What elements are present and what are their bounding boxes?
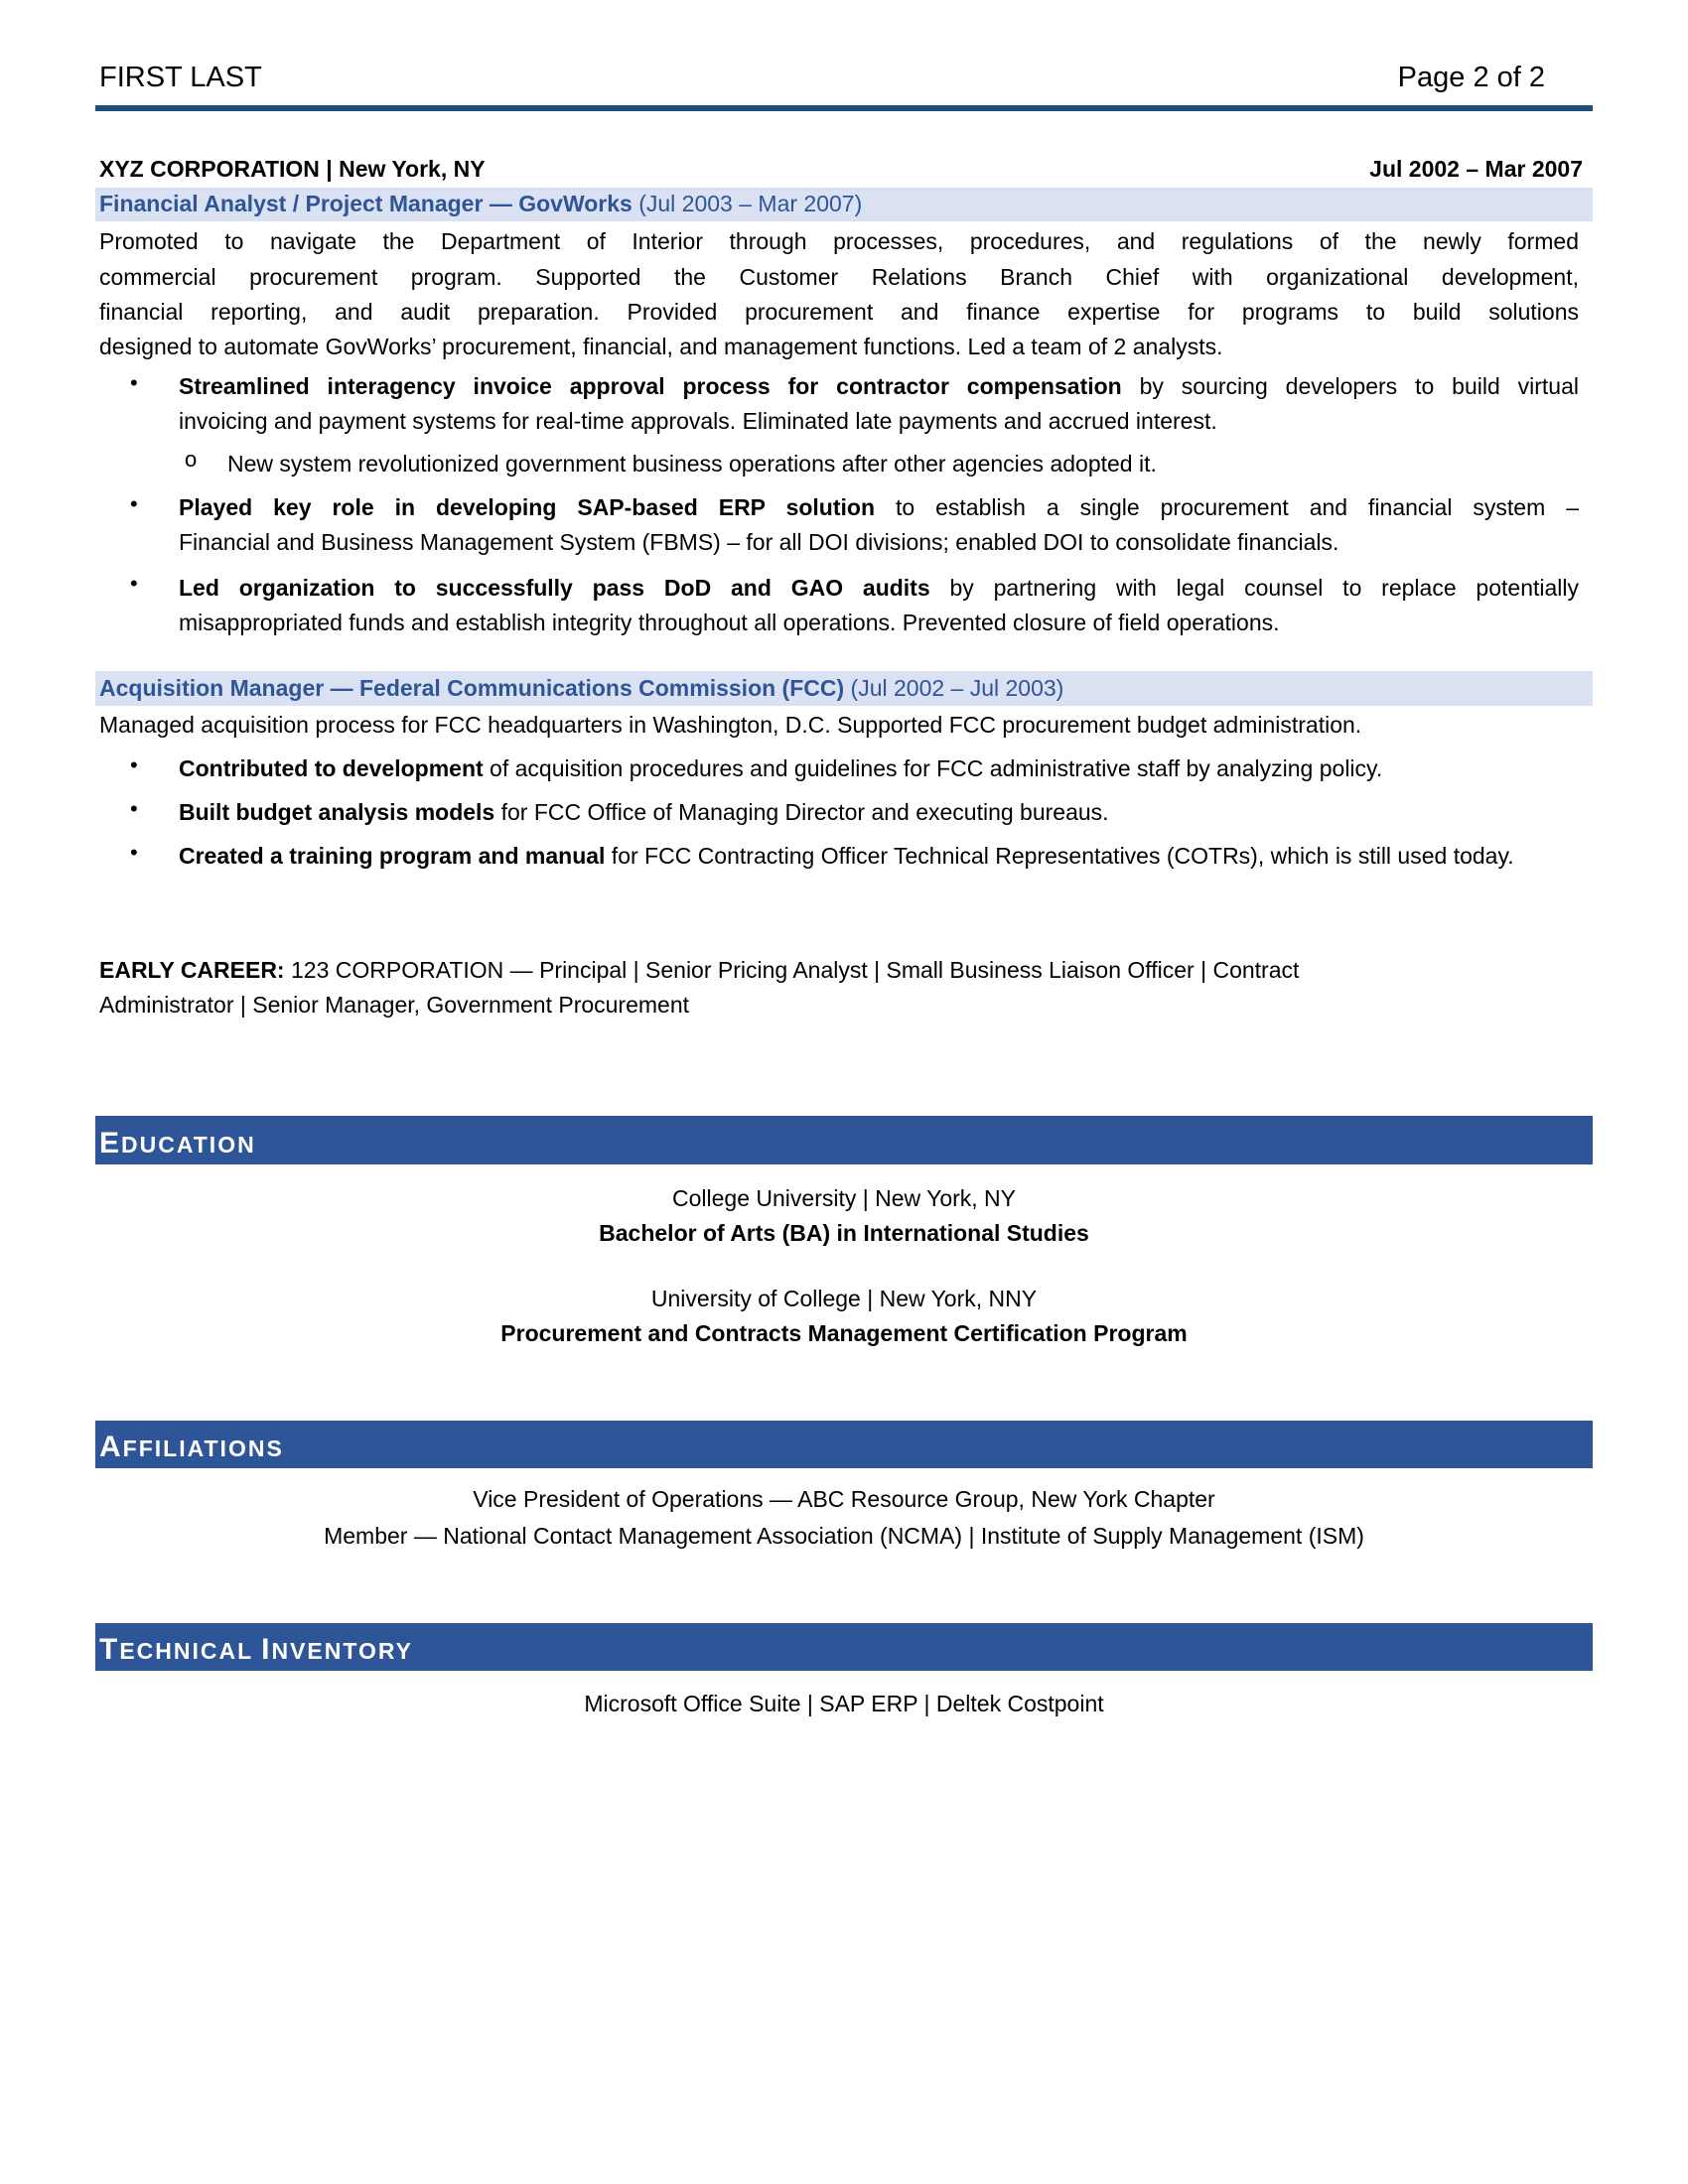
early-career-label: EARLY CAREER: bbox=[99, 957, 285, 983]
bullet-text: by sourcing developers to build virtual bbox=[1121, 373, 1579, 399]
section-title-rest: ECHNICAL bbox=[119, 1638, 262, 1664]
bullet-text: for FCC Office of Managing Director and executing bureaus. bbox=[494, 799, 1109, 825]
bullet-icon: • bbox=[130, 752, 138, 777]
bullet-line bbox=[179, 839, 1514, 874]
section-title-rest: DUCATION bbox=[121, 1132, 256, 1158]
bullet-icon: • bbox=[130, 370, 138, 395]
bullet-icon: • bbox=[130, 840, 138, 865]
technical-inventory-list: Microsoft Office Suite | SAP ERP | Deltek Costpoint bbox=[584, 1691, 1104, 1716]
bullet-icon: • bbox=[130, 796, 138, 821]
bullet-line: Financial and Business Management System (FBMS) – for all DOI divisions; enabled DOI to consolidate financials. bbox=[179, 529, 1339, 555]
bullet-line bbox=[179, 490, 1579, 525]
role-title bbox=[99, 191, 862, 217]
early-career-line: Administrator | Senior Manager, Government Procurement bbox=[99, 992, 690, 1018]
bullet-line: invoicing and payment systems for real-time approvals. Eliminated late payments and accrued interest. bbox=[179, 408, 1217, 434]
education-degree: Procurement and Contracts Management Certification Program bbox=[500, 1320, 1188, 1346]
bullet-bold: Led organization to successfully pass DoD and GAO audits bbox=[179, 575, 930, 601]
bullet-icon: • bbox=[130, 491, 138, 516]
section-title bbox=[99, 1633, 413, 1667]
role-name: Acquisition Manager — Federal Communications Commission (FCC) bbox=[99, 675, 845, 701]
header-name: FIRST LAST bbox=[99, 62, 262, 93]
header-rule bbox=[95, 105, 1593, 111]
education-school: College University | New York, NY bbox=[672, 1185, 1016, 1211]
affiliation-line: Member — National Contact Management Association (NCMA) | Institute of Supply Management (ISM) bbox=[324, 1523, 1364, 1549]
section-header-technical-inventory bbox=[95, 1623, 1593, 1671]
early-career-line bbox=[99, 953, 1299, 988]
bullet-line bbox=[179, 571, 1579, 606]
section-title-initial: A bbox=[99, 1431, 123, 1463]
bullet-icon: • bbox=[130, 571, 138, 596]
section-header-education bbox=[95, 1116, 1593, 1164]
section-title-initial: T bbox=[99, 1633, 120, 1666]
role-summary: Managed acquisition process for FCC headquarters in Washington, D.C. Supported FCC procurement budget administration. bbox=[99, 712, 1362, 738]
section-title-rest: NVENTORY bbox=[271, 1638, 414, 1664]
summary-line: Promoted to navigate the Department of Interior through processes, procedures, and regulations of the newly formed bbox=[99, 228, 1579, 254]
role-dates: (Jul 2002 – Jul 2003) bbox=[850, 675, 1064, 701]
company-name: XYZ CORPORATION | New York, NY bbox=[99, 156, 486, 182]
bullet-text: for FCC Contracting Officer Technical Representatives (COTRs), which is still used today. bbox=[605, 843, 1514, 869]
sub-bullet-icon: o bbox=[185, 447, 198, 472]
bullet-text: of acquisition procedures and guidelines for FCC administrative staff by analyzing policy. bbox=[483, 755, 1383, 781]
role-name: Financial Analyst / Project Manager — GovWorks bbox=[99, 191, 633, 216]
summary-line: designed to automate GovWorks’ procurement, financial, and management functions. Led a team of 2 analysts. bbox=[99, 334, 1223, 359]
bullet-bold: Built budget analysis models bbox=[179, 799, 495, 825]
early-career-text: 123 CORPORATION — Principal | Senior Pricing Analyst | Small Business Liaison Officer | Contract bbox=[284, 957, 1300, 983]
company-dates: Jul 2002 – Mar 2007 bbox=[1369, 156, 1583, 182]
affiliation-line: Vice President of Operations — ABC Resource Group, New York Chapter bbox=[473, 1486, 1215, 1512]
role-dates: (Jul 2003 – Mar 2007) bbox=[638, 191, 863, 216]
education-school: University of College | New York, NNY bbox=[650, 1286, 1038, 1311]
section-title-initial: E bbox=[99, 1127, 122, 1160]
bullet-text: to establish a single procurement and financial system – bbox=[875, 494, 1579, 520]
bullet-bold: Contributed to development bbox=[179, 755, 484, 781]
role-title bbox=[99, 675, 1063, 702]
summary-line: financial reporting, and audit preparation. Provided procurement and finance expertise for programs to build solutions bbox=[99, 299, 1579, 325]
bullet-bold: Created a training program and manual bbox=[179, 843, 606, 869]
bullet-bold: Streamlined interagency invoice approval process for contractor compensation bbox=[179, 373, 1122, 399]
section-title-rest: FFILIATIONS bbox=[122, 1435, 284, 1461]
section-header-affiliations bbox=[95, 1421, 1593, 1468]
bullet-bold: Played key role in developing SAP-based ERP solution bbox=[179, 494, 875, 520]
bullet-text: by partnering with legal counsel to replace potentially bbox=[929, 575, 1579, 601]
section-title bbox=[99, 1127, 256, 1160]
bullet-line: misappropriated funds and establish integrity throughout all operations. Prevented closure of field operations. bbox=[179, 610, 1280, 635]
bullet-line bbox=[179, 751, 1382, 786]
page-number: Page 2 of 2 bbox=[1397, 62, 1545, 93]
sub-bullet-text: New system revolutionized government business operations after other agencies adopted it. bbox=[227, 451, 1157, 477]
summary-line: commercial procurement program. Supported the Customer Relations Branch Chief with organizational development, bbox=[99, 264, 1579, 290]
education-degree: Bachelor of Arts (BA) in International Studies bbox=[599, 1220, 1089, 1246]
bullet-line bbox=[179, 795, 1109, 830]
bullet-line bbox=[179, 369, 1579, 404]
section-title-initial: I bbox=[261, 1633, 272, 1666]
section-title bbox=[99, 1431, 284, 1464]
